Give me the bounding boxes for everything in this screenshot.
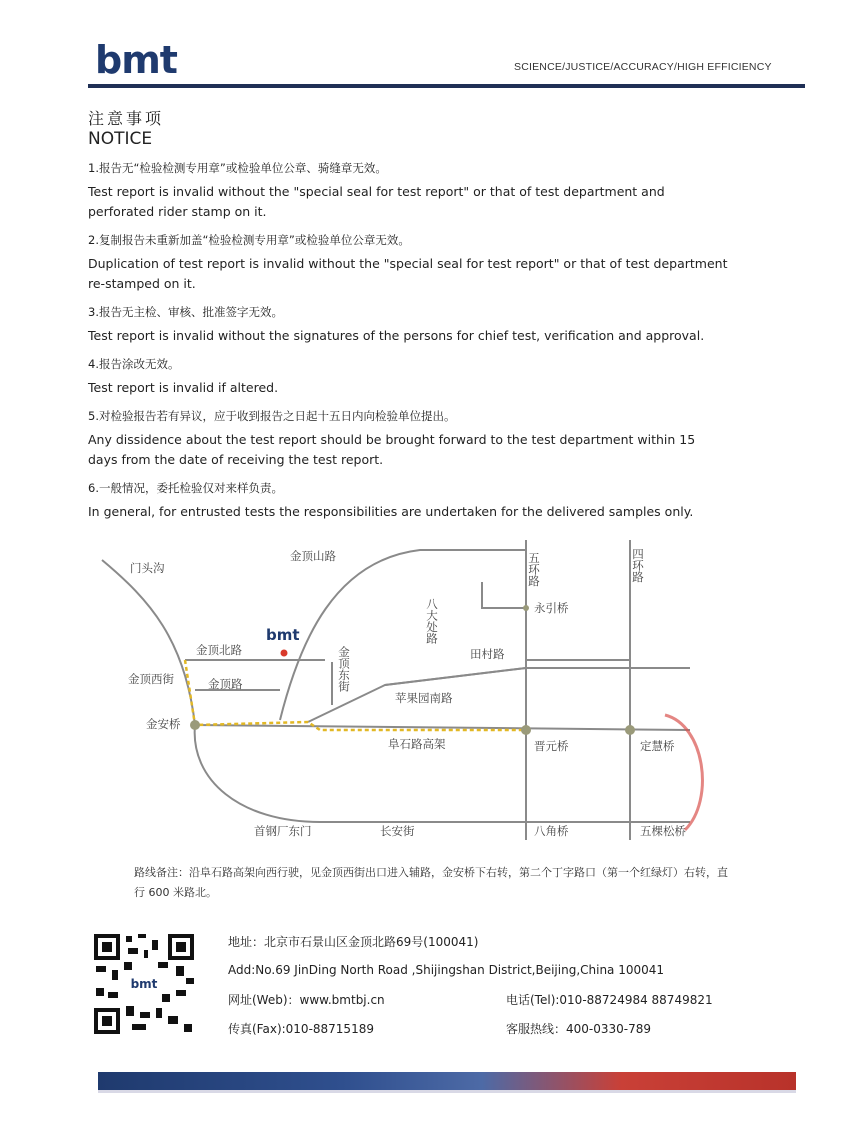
notice-cn: 3.报告无主检、审核、批准签字无效。	[88, 305, 283, 319]
map-label: 金顶北路	[196, 643, 242, 657]
notice-cn: 2.复制报告未重新加盖“检验检测专用章”或检验单位公章无效。	[88, 233, 410, 247]
qr-logo: bmt	[130, 977, 158, 991]
map-label: 阜石路高架	[388, 737, 446, 751]
tagline: SCIENCE/JUSTICE/ACCURACY/HIGH EFFICIENCY	[514, 61, 772, 73]
notice-item	[88, 480, 728, 522]
notice-en: In general, for entrusted tests the responsibilities are undertaken for the delivered samples only.	[88, 504, 694, 519]
map-label: 金顶东街	[337, 646, 351, 692]
route-note: 路线备注：沿阜石路高架向西行驶，见金顶西街出口进入辅路，金安桥下右转，第二个丁字路口（第一个红绿灯）右转，直行 600 米路北。	[134, 866, 728, 899]
notice-en: Test report is invalid without the signatures of the persons for chief test, verification and approval.	[88, 328, 705, 343]
web-link[interactable]: 网址(Web)：www.bmtbj.cn	[228, 993, 385, 1007]
map-label: 金安桥	[146, 717, 181, 731]
address-en: Add:No.69 JinDing North Road ,Shijingshan District,Beijing,China 100041	[228, 963, 665, 977]
header-divider	[88, 84, 805, 88]
notice-title-cn: 注意事项	[88, 109, 165, 128]
location-map	[90, 530, 720, 850]
map-label: bmt	[266, 626, 300, 644]
map-label: 金顶山路	[290, 549, 336, 563]
notice-list	[88, 160, 728, 532]
notice-cn: 6.一般情况，委托检验仅对来样负责。	[88, 481, 283, 495]
map-label: 苹果园南路	[395, 691, 453, 705]
notice-en: Any dissidence about the test report should be brought forward to the test department within 15 days from the date of receiving the test report.	[88, 432, 696, 467]
footer-band	[98, 1072, 796, 1090]
map-label: 田村路	[470, 647, 505, 661]
junction-dot	[523, 605, 529, 611]
seal-stamp-icon	[665, 715, 702, 830]
map-label: 八角桥	[534, 824, 569, 838]
map-label: 四环路	[631, 548, 645, 583]
map-label: 晋元桥	[534, 739, 569, 753]
map-label: 定慧桥	[640, 739, 675, 753]
location-marker-icon	[281, 650, 288, 657]
notice-title-en: NOTICE	[88, 129, 153, 149]
fax: 传真(Fax):010-88715189	[228, 1022, 374, 1036]
notice-cn: 1.报告无“检验检测专用章”或检验单位公章、骑缝章无效。	[88, 161, 387, 175]
map-label: 门头沟	[130, 561, 165, 575]
map-label: 首钢厂东门	[254, 824, 312, 838]
junction-dot	[190, 720, 200, 730]
map-label: 五棵松桥	[640, 824, 686, 838]
qr-code-icon[interactable]	[92, 932, 196, 1036]
notice-en: Duplication of test report is invalid without the "special seal for test report" or that of test department re-stamped on it.	[88, 256, 728, 291]
notice-item	[88, 356, 728, 398]
notice-cn: 5.对检验报告若有异议，应于收到报告之日起十五日内向检验单位提出。	[88, 409, 456, 423]
notice-item	[88, 304, 728, 346]
junction-dot	[625, 725, 635, 735]
junction-dot	[521, 725, 531, 735]
notice-item	[88, 232, 728, 294]
notice-en: Test report is invalid without the "special seal for test report" or that of test department and perforated rider stamp on it.	[88, 184, 665, 219]
map-label: 金顶路	[208, 677, 243, 691]
notice-item	[88, 160, 728, 222]
map-label: 金顶西街	[128, 672, 174, 686]
notice-en: Test report is invalid if altered.	[88, 380, 279, 395]
map-label: 五环路	[527, 552, 541, 587]
tel: 电话(Tel):010-88724984 88749821	[506, 993, 713, 1007]
map-label: 永引桥	[534, 601, 569, 615]
map-label: 八大处路	[425, 598, 439, 644]
hotline: 客服热线：400-0330-789	[506, 1022, 652, 1036]
notice-cn: 4.报告涂改无效。	[88, 357, 180, 371]
footer-band-shadow	[98, 1090, 796, 1093]
notice-item	[88, 408, 728, 470]
map-label: 长安街	[380, 824, 415, 838]
bmt-logo: bmt	[95, 38, 177, 82]
address-cn: 地址：北京市石景山区金顶北路69号(100041)	[228, 935, 479, 949]
